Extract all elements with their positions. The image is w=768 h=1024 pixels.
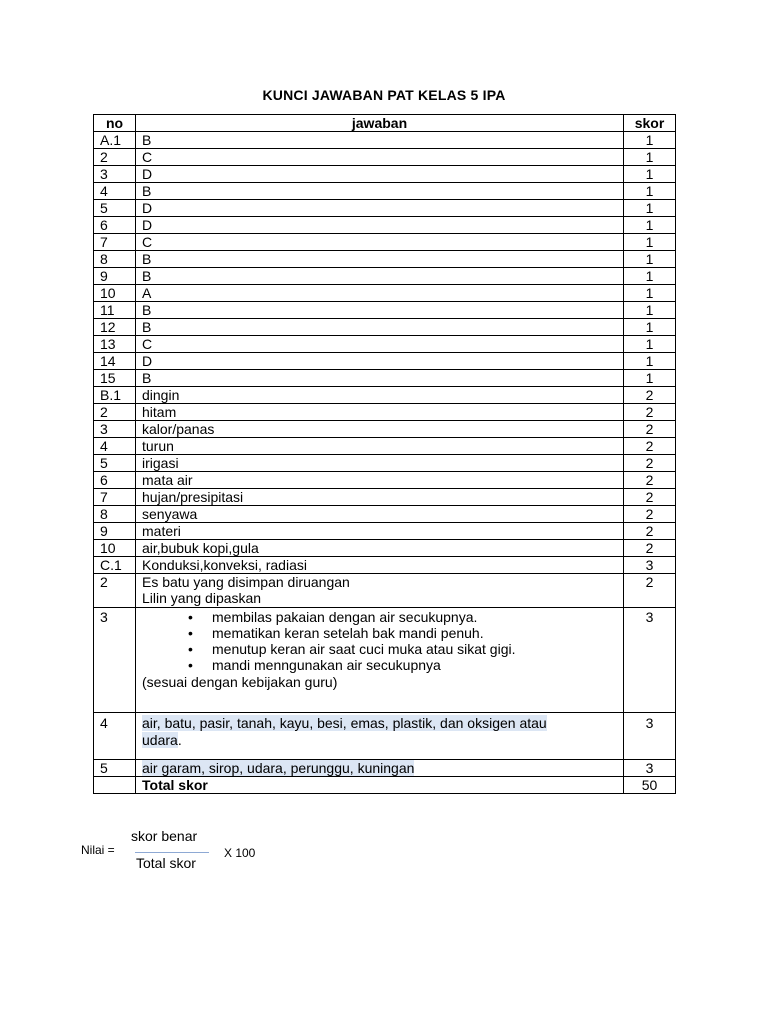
fraction-line bbox=[135, 852, 209, 853]
table-row bbox=[94, 472, 676, 489]
table-row bbox=[94, 336, 676, 353]
cell-jawaban: B bbox=[136, 132, 624, 149]
list-item: • mematikan keran setelah bak mandi penuh. bbox=[188, 625, 623, 641]
cell-no: 3 bbox=[94, 608, 136, 713]
table-row bbox=[94, 506, 676, 523]
formula-denominator: Total skor bbox=[136, 855, 196, 871]
cell-jawaban: C bbox=[136, 336, 624, 353]
table-row-total bbox=[94, 777, 676, 794]
cell-jawaban: hujan/presipitasi bbox=[136, 489, 624, 506]
cell-skor: 1 bbox=[624, 268, 676, 285]
cell-no: 3 bbox=[94, 421, 136, 438]
cell-jawaban: C bbox=[136, 149, 624, 166]
cell-no: 15 bbox=[94, 370, 136, 387]
table-row bbox=[94, 455, 676, 472]
cell-no: 8 bbox=[94, 506, 136, 523]
cell-no: 6 bbox=[94, 472, 136, 489]
cell-jawaban: B bbox=[136, 183, 624, 200]
cell-jawaban: D bbox=[136, 217, 624, 234]
table-row bbox=[94, 404, 676, 421]
cell-skor: 1 bbox=[624, 234, 676, 251]
answer-period: . bbox=[177, 732, 182, 748]
cell-skor: 3 bbox=[624, 608, 676, 713]
cell-no: 2 bbox=[94, 574, 136, 608]
cell-jawaban: D bbox=[136, 353, 624, 370]
list-item: • mandi menngunakan air secukupnya bbox=[188, 657, 623, 673]
cell-jawaban: C bbox=[136, 234, 624, 251]
table-row bbox=[94, 557, 676, 574]
highlighted-answer: air, batu, pasir, tanah, kayu, besi, emas, plastik, dan oksigen atau bbox=[142, 715, 547, 731]
table-row bbox=[94, 540, 676, 557]
cell-empty bbox=[94, 777, 136, 794]
cell-jawaban: A bbox=[136, 285, 624, 302]
answer-note: (sesuai dengan kebijakan guru) bbox=[142, 674, 338, 690]
cell-jawaban: turun bbox=[136, 438, 624, 455]
cell-no: 7 bbox=[94, 489, 136, 506]
table-row bbox=[94, 421, 676, 438]
cell-no: 2 bbox=[94, 149, 136, 166]
table-row bbox=[94, 285, 676, 302]
cell-no: 9 bbox=[94, 268, 136, 285]
table-row bbox=[94, 523, 676, 540]
cell-jawaban: B bbox=[136, 251, 624, 268]
table-row bbox=[94, 132, 676, 149]
formula-numerator: skor benar bbox=[131, 828, 198, 844]
table-row bbox=[94, 149, 676, 166]
cell-skor: 1 bbox=[624, 336, 676, 353]
formula-label: Nilai = bbox=[81, 843, 115, 857]
cell-jawaban bbox=[136, 760, 624, 777]
table-row bbox=[94, 489, 676, 506]
cell-no: B.1 bbox=[94, 387, 136, 404]
cell-jawaban: dingin bbox=[136, 387, 624, 404]
cell-no: 10 bbox=[94, 540, 136, 557]
cell-skor: 1 bbox=[624, 370, 676, 387]
cell-no: 6 bbox=[94, 217, 136, 234]
cell-skor: 2 bbox=[624, 574, 676, 608]
table-row bbox=[94, 183, 676, 200]
cell-no: 5 bbox=[94, 200, 136, 217]
cell-no: 2 bbox=[94, 404, 136, 421]
table-row bbox=[94, 251, 676, 268]
cell-no: 5 bbox=[94, 455, 136, 472]
highlighted-answer: udara bbox=[142, 732, 178, 748]
cell-no: C.1 bbox=[94, 557, 136, 574]
table-row bbox=[94, 200, 676, 217]
cell-jawaban: mata air bbox=[136, 472, 624, 489]
cell-skor: 1 bbox=[624, 183, 676, 200]
cell-no: 13 bbox=[94, 336, 136, 353]
cell-no: 11 bbox=[94, 302, 136, 319]
cell-jawaban: hitam bbox=[136, 404, 624, 421]
cell-no: 14 bbox=[94, 353, 136, 370]
cell-skor: 1 bbox=[624, 132, 676, 149]
table-row bbox=[94, 234, 676, 251]
cell-skor: 1 bbox=[624, 149, 676, 166]
table-row-c2 bbox=[94, 574, 676, 608]
answer-key-table bbox=[93, 114, 676, 794]
formula-multiplier: X 100 bbox=[224, 846, 256, 860]
list-item: • menutup keran air saat cuci muka atau sikat gigi. bbox=[188, 641, 623, 657]
total-skor: 50 bbox=[624, 777, 676, 794]
cell-skor: 1 bbox=[624, 200, 676, 217]
cell-no: 3 bbox=[94, 166, 136, 183]
cell-jawaban: air,bubuk kopi,gula bbox=[136, 540, 624, 557]
table-header-row bbox=[94, 115, 676, 132]
cell-no: 7 bbox=[94, 234, 136, 251]
cell-skor: 1 bbox=[624, 302, 676, 319]
cell-no: 4 bbox=[94, 438, 136, 455]
cell-skor: 2 bbox=[624, 472, 676, 489]
cell-jawaban: D bbox=[136, 166, 624, 183]
document-title: KUNCI JAWABAN PAT KELAS 5 IPA bbox=[262, 87, 506, 103]
table-row-c5 bbox=[94, 760, 676, 777]
table-row bbox=[94, 370, 676, 387]
cell-no: 8 bbox=[94, 251, 136, 268]
cell-skor: 3 bbox=[624, 760, 676, 777]
table-row bbox=[94, 387, 676, 404]
cell-skor: 2 bbox=[624, 540, 676, 557]
cell-jawaban: senyawa bbox=[136, 506, 624, 523]
cell-jawaban: B bbox=[136, 268, 624, 285]
header-skor: skor bbox=[624, 115, 676, 132]
cell-skor: 2 bbox=[624, 438, 676, 455]
cell-no: A.1 bbox=[94, 132, 136, 149]
cell-jawaban: B bbox=[136, 370, 624, 387]
cell-skor: 2 bbox=[624, 455, 676, 472]
cell-no: 4 bbox=[94, 713, 136, 760]
header-no: no bbox=[94, 115, 136, 132]
cell-no: 9 bbox=[94, 523, 136, 540]
cell-skor: 1 bbox=[624, 319, 676, 336]
table-row bbox=[94, 217, 676, 234]
cell-skor: 1 bbox=[624, 285, 676, 302]
table-row bbox=[94, 166, 676, 183]
cell-skor: 1 bbox=[624, 251, 676, 268]
cell-skor: 2 bbox=[624, 523, 676, 540]
cell-jawaban bbox=[136, 713, 624, 760]
cell-skor: 2 bbox=[624, 506, 676, 523]
list-item: • membilas pakaian dengan air secukupnya. bbox=[188, 609, 623, 625]
cell-skor: 1 bbox=[624, 217, 676, 234]
cell-skor: 1 bbox=[624, 166, 676, 183]
cell-jawaban: B bbox=[136, 302, 624, 319]
cell-no: 4 bbox=[94, 183, 136, 200]
cell-jawaban: B bbox=[136, 319, 624, 336]
cell-skor: 3 bbox=[624, 557, 676, 574]
cell-skor: 2 bbox=[624, 421, 676, 438]
answer-line: Es batu yang disimpan diruangan bbox=[142, 574, 350, 590]
cell-no: 10 bbox=[94, 285, 136, 302]
table-row bbox=[94, 438, 676, 455]
table-row bbox=[94, 268, 676, 285]
cell-jawaban: irigasi bbox=[136, 455, 624, 472]
cell-skor: 2 bbox=[624, 489, 676, 506]
cell-skor: 1 bbox=[624, 353, 676, 370]
highlighted-answer: air garam, sirop, udara, perunggu, kuningan bbox=[142, 760, 415, 776]
header-jawaban: jawaban bbox=[136, 115, 624, 132]
cell-jawaban: materi bbox=[136, 523, 624, 540]
bullet-list bbox=[142, 609, 623, 673]
cell-jawaban: D bbox=[136, 200, 624, 217]
table-row bbox=[94, 302, 676, 319]
table-row-c3 bbox=[94, 608, 676, 713]
cell-jawaban: kalor/panas bbox=[136, 421, 624, 438]
table-row bbox=[94, 353, 676, 370]
cell-no: 12 bbox=[94, 319, 136, 336]
cell-skor: 2 bbox=[624, 387, 676, 404]
cell-skor: 2 bbox=[624, 404, 676, 421]
table-row bbox=[94, 319, 676, 336]
total-label: Total skor bbox=[136, 777, 624, 794]
cell-jawaban: Konduksi,konveksi, radiasi bbox=[136, 557, 624, 574]
cell-jawaban bbox=[136, 574, 624, 608]
answer-line: Lilin yang dipaskan bbox=[142, 590, 262, 606]
table-row-c4 bbox=[94, 713, 676, 760]
cell-skor: 3 bbox=[624, 713, 676, 760]
cell-jawaban bbox=[136, 608, 624, 713]
cell-no: 5 bbox=[94, 760, 136, 777]
